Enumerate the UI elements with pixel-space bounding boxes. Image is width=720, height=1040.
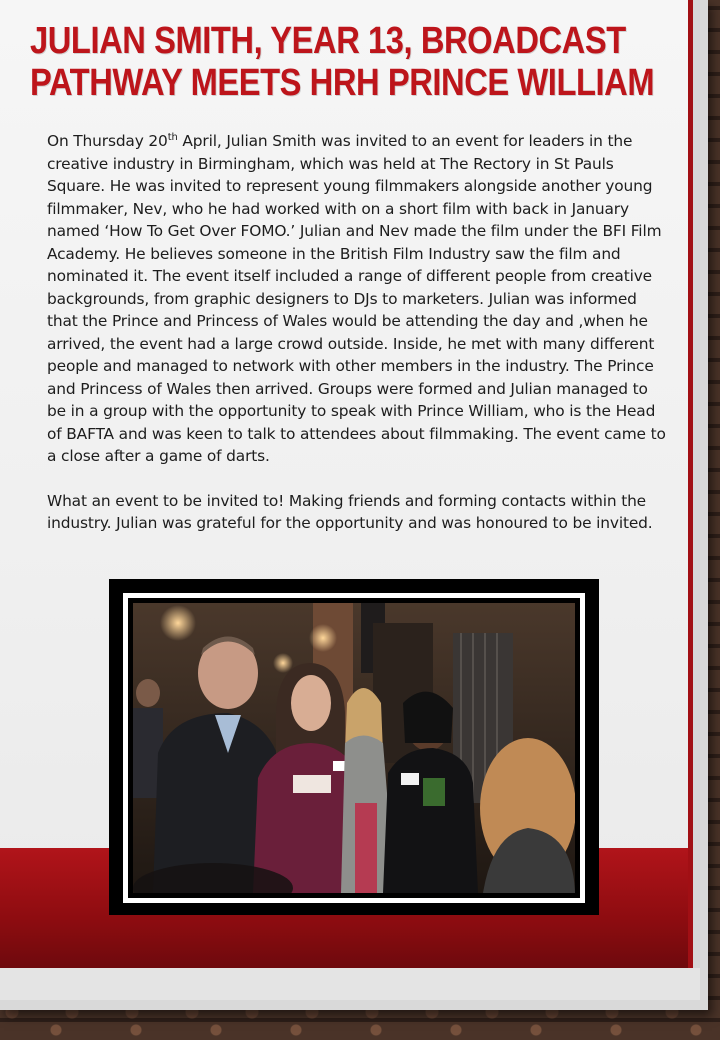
event-photo [133, 603, 575, 893]
right-red-line [688, 0, 693, 968]
p1-post: April, Julian Smith was invited to an event for leaders in the creative industry in Birmingham, which was held at The Rectory in St Pauls Square. He was invited to represent young filmmakers alongside another young filmmaker, Nev, who he had worked with on a short film with back in January named ‘How To Get Over FOMO.’ Julian and Nev made the film under the BFI Film Academy. He believes someone in the British Film Industry saw the film and nominated it. The event itself included a range of different people from creative backgrounds, from graphic designers to DJs to marketers. Julian was informed that the Prince and Princess of Wales would be attending the day and ,when he arrived, the event had a large crowd outside. Inside, he met with many different people and managed to network with other members in the industry. The Prince and Princess of Wales then arrived. Groups were formed and Julian managed to be in a group with the opportunity to speak with Prince William, who is the Head of BAFTA and was keen to talk to attendees about filmmaking. The event came to a close after a game of darts. [47, 132, 666, 465]
photo-mat [123, 593, 585, 903]
p1-superscript: th [167, 131, 178, 143]
paragraph-2: What an event to be invited to! Making friends and forming contacts within the industry. Julian was grateful for the opportunity and was honoured to be invited. [47, 491, 653, 532]
page-title [30, 20, 655, 104]
title-line-2: PATHWAY MEETS HRH PRINCE WILLIAM [30, 62, 655, 104]
article-body [47, 130, 669, 557]
bottom-strip [0, 968, 700, 1000]
paragraph-1 [47, 130, 669, 468]
title-line-1: JULIAN SMITH, YEAR 13, BROADCAST [30, 20, 626, 62]
p1-pre: On Thursday 20 [47, 132, 168, 150]
photo-inner-border [128, 598, 580, 898]
photo-frame [109, 579, 599, 915]
event-photo-illustration [133, 603, 575, 893]
